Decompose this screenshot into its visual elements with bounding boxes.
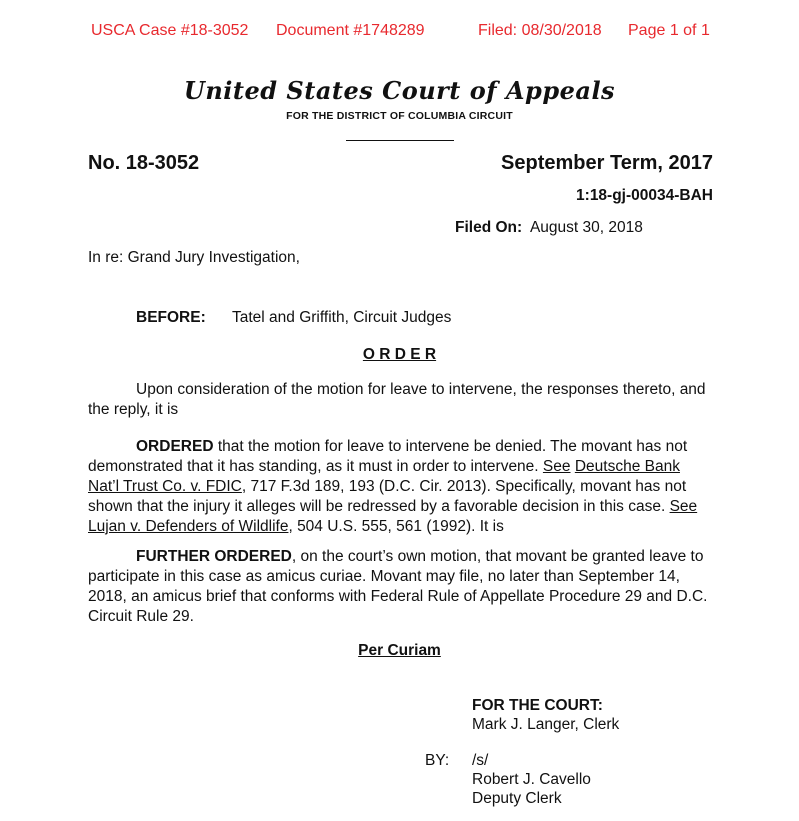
further-ordered-text: , on the court’s own motion, that movant be granted leave to participate in this case as amicus curiae. Movant may file, no later than September 14, 2018, an amicus brief that conforms with Federal Rule of Appellate Procedure 29 and D.C. Circuit Rule 29.	[88, 548, 708, 625]
filed-on-label: Filed On:	[455, 219, 523, 236]
header-case-number: USCA Case #18-3052	[91, 22, 249, 39]
ordered-text-3: , 504 U.S. 555, 561 (1992). It is	[288, 518, 504, 535]
court-name: United States Court of Appeals	[183, 76, 616, 105]
ordered-text-1: that the motion for leave to intervene be denied. The movant has not demonstrated that it has standing, as it must in order to intervene.	[88, 438, 688, 475]
court-circuit: FOR THE DISTRICT OF COLUMBIA CIRCUIT	[286, 110, 513, 122]
by-label: BY:	[425, 752, 450, 769]
clerk-name: Mark J. Langer, Clerk	[472, 716, 620, 733]
order-paragraph-further-ordered	[88, 547, 712, 627]
order-heading: O R D E R	[362, 346, 437, 363]
order-paragraph-consideration: Upon consideration of the motion for leave to intervene, the responses thereto, and the reply, it is	[88, 381, 706, 418]
header-filed-date: Filed: 08/30/2018	[478, 22, 602, 39]
filed-on-line	[455, 218, 643, 238]
order-paragraph-ordered	[88, 437, 712, 537]
see-signal-2: See	[669, 498, 698, 515]
for-the-court-label: FOR THE COURT:	[472, 697, 603, 714]
docket-number: 1:18-gj-00034-BAH	[576, 187, 713, 204]
court-term: September Term, 2017	[501, 152, 713, 174]
header-document-number: Document #1748289	[276, 22, 425, 39]
case-caption: In re: Grand Jury Investigation,	[88, 249, 300, 266]
deputy-clerk-name: Robert J. Cavello	[472, 771, 591, 788]
citation-deutsche-bank: Deutsche Bank Nat’l Trust Co. v. FDIC	[88, 458, 680, 495]
before-label: BEFORE:	[136, 309, 206, 326]
header-page-number: Page 1 of 1	[628, 22, 710, 39]
signature-mark: /s/	[472, 752, 489, 769]
title-divider	[346, 140, 454, 141]
deputy-clerk-title: Deputy Clerk	[472, 790, 562, 807]
further-ordered-label: FURTHER ORDERED	[136, 548, 292, 565]
before-judges: Tatel and Griffith, Circuit Judges	[232, 309, 452, 326]
see-signal-1: See	[542, 458, 571, 475]
ordered-text-2: , 717 F.3d 189, 193 (D.C. Cir. 2013). Specifically, movant has not shown that the injury it alleges will be redressed by a favorable decision in this case.	[88, 478, 687, 515]
citation-lujan: Lujan v. Defenders of Wildlife	[88, 518, 289, 535]
filed-on-date: August 30, 2018	[529, 219, 643, 236]
ordered-label: ORDERED	[136, 438, 214, 455]
per-curiam: Per Curiam	[358, 642, 441, 659]
case-number: No. 18-3052	[88, 152, 200, 174]
